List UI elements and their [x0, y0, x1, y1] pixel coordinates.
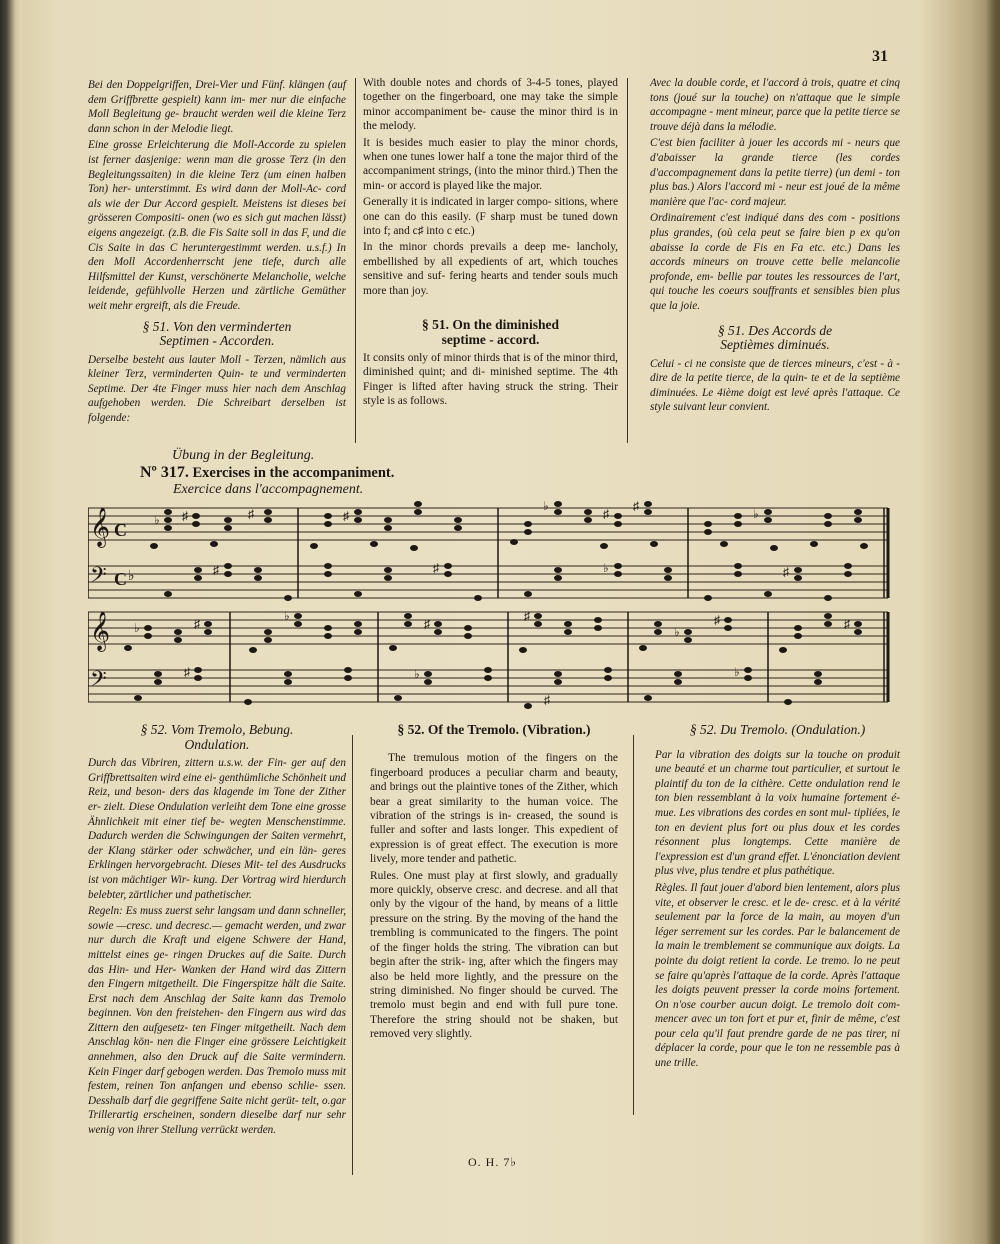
english-s52-rules: Rules. One must play at first slowly, and gradually more quickly, observe cresc. and decrese. and all that only by the vigour of the hand, by means of a little pressure on the string. By the moving of the hand the trembling is communicated to the fingers. The point of the finger holds the string. The vibration can but begin after the strik- ing, after which the fingers may also be held more lightly, and the pressure on the string diminished. No finger should be curved. The tremolo must begin and end with full pure tone. Therefore the string should not be shaken, but removed very slightly. [370, 869, 618, 1041]
bass-clef-icon: 𝄢 [90, 563, 107, 592]
french-s51-body: Celui - ci ne consiste que de tierces mineurs, c'est - à - dire de la petite tierce, de la quin- te et de la septième diminuées. Le 4ième doigt est levé après l'attaque. Ce style suivant leur convient. [650, 357, 900, 414]
french-intro-2: C'est bien faciliter à jouer les accords mi - neurs que d'abaisser la grande tierce (les cordes d'accompagnement dans la petite tierre) (un demi - ton plus bas.) Alors l'accord mi - neur est joué de la même manière que l'ac- cord majeur. [650, 137, 900, 208]
column-divider [355, 78, 356, 443]
german-s52-rules: Regeln: Es muss zuerst sehr langsam und dann schneller, sowie —cresc. und decresc.— gemacht werden, und zwar nur durch die Kraft und eigene Schwere der Hand, mittelst eines ge- ringen Druckes auf die Saite. Durch das Hin- und Her- Wanken der Hand wird das Zittern den Fingern mitgetheilt. Die Fingerspitze hält die Saite. Erst nach dem Anschlag der Saite kann das Tremolo beginnen. Von den freistehen- den Fingern aus wird das Zittern den aufgesetz- ten Finger mitgetheilt. Nach dem Anschlag kön- nen die Finger eine grössere Leichtigkeit annehmen, also den Druck auf die Saite vermindern. Kein Finger darf gebogen werden. Das Tremolo muss mit festem, reinen Ton anfangen und ebenso schlie- ssen. Desshalb darf die gegriffene Saite nicht gerüt- telt, o.gar Trillerartig erscheinen, sondern dieselbe darf nur sehr wenig von ihrer Stellung verrückt werden. [88, 905, 346, 1137]
french-s52-rules: Règles. Il faut jouer d'abord bien lentement, alors plus vite, et observer le cresc. et le de- cresc. et à la vérité seulement par la force de la main, au moyen d'un léger serrement sur les cordes. Par le balancement de la main le tremblement se communique aux doigts. La pointe du doigt retient la corde. Le tremo. lo ne peut se faire qu'après l'attaque de la corde. Après l'attaque les doigts peuvent presser la corde moins fortement. On n'ose courber aucun doigt. Le tremolo doit com- mencer avec un ton fort et pur et, finir de même, c'est pour cela qu'il faut prendre garde de ne pas tirer, ni déplacer la corde, pour que le ton ne ressemble pas à une trille. [655, 881, 900, 1070]
english-column-top [363, 76, 618, 411]
column-divider [627, 78, 628, 443]
english-s52-body: The tremulous motion of the fingers on the fingerboard produces a peculiar charm and beauty, and brings out the plaintive tones of the Zither, which bear a great similarity to the human voice. The vibration of the strings is in- creased, the sound is fuller and softer and lasts longer. This expedient of expression is of great effect. The execution is more lively, more tender and pathetic. [370, 752, 618, 866]
svg-text:♯: ♯ [213, 563, 219, 577]
svg-text:♭: ♭ [603, 561, 609, 575]
german-intro: Bei den Doppelgriffen, Drei-Vier und Fünf. klängen (auf dem Griffbrette gespielt) kann im- mer nur die einfache Moll Begleitung ge- braucht werden weil die kleine Terz dann schon in der Melodie liegt. [88, 79, 346, 135]
svg-text:♯: ♯ [184, 665, 190, 679]
time-signature-icon: C [114, 569, 127, 589]
german-column-bottom [88, 717, 346, 1140]
column-divider [352, 735, 353, 1175]
english-intro: With double notes and chords of 3-4-5 tones, played together on the fingerboard, one may take the simple minor accompaniment be- cause the minor third is in the melody. [363, 77, 618, 133]
accidentals-2 [134, 609, 850, 707]
music-system-1 [88, 500, 890, 610]
svg-text:♭: ♭ [414, 667, 420, 681]
german-s52-body: Durch das Vibriren, zittern u.s.w. der Fin- ger auf den Griffbrettsaiten wird eine ei- genthümliche Schönheit und Reiz, und beson- ders das klagende im Tone der Zither er- zielt. Diese Ondulation verleiht dem Tone eine grosse Ähnlichkeit mit einer tief be- wegten Menschenstimme. Dadurch werden die Schwingungen der Saiten vermehrt, der Klang stärker oder schwächer, und ein län- geres Erklingen hervorgebracht. Dieses Mit- tel des Ausdrucks ist von mächtiger Wir- kung. Der Vortrag wird hierdurch belebter, zärtlicher und pathetischer. [88, 757, 346, 901]
english-intro-4: In the minor chords prevails a deep me- lancholy, embellished by all expedients of art, which touches sensitive and suf- fering hearts and tender souls much more than joy. [363, 241, 618, 297]
svg-text:♯: ♯ [182, 509, 188, 523]
page-number: 31 [872, 48, 888, 65]
svg-text:♯: ♯ [343, 509, 349, 523]
svg-text:♯: ♯ [633, 500, 639, 513]
french-column-top [650, 76, 900, 417]
svg-text:♯: ♯ [248, 507, 254, 521]
svg-text:♯: ♯ [783, 565, 789, 579]
svg-text:♭: ♭ [154, 513, 160, 527]
svg-text:♭: ♭ [284, 609, 290, 623]
column-divider [633, 735, 634, 1115]
svg-text:♯: ♯ [424, 617, 430, 631]
german-s51-title-a: § 51. Von den verminderten [142, 318, 292, 334]
book-spine-edge [0, 0, 22, 1244]
english-column-bottom [370, 717, 618, 1044]
exercise-title [140, 448, 394, 498]
svg-text:♭: ♭ [674, 625, 680, 639]
svg-text:♯: ♯ [433, 561, 439, 575]
plate-number: O. H. 7♭ [468, 1155, 517, 1169]
french-s51-title-a: § 51. Des Accords de [717, 322, 833, 338]
time-signature-icon: C [114, 520, 127, 540]
english-s51-body: It consits only of minor thirds that is of the minor third, diminished quint; and di- minished septime. The 4th Finger is lifted after having struck the string. Their style is as follows. [363, 351, 618, 408]
english-s52-title: § 52. Of the Tremolo. (Vibration.) [397, 722, 591, 737]
french-intro: Avec la double corde, et l'accord à trois, quatre et cinq tons (joué sur la touche) on n'attaque que le simple accompagne - ment mineur, parce que la petite tierce se trouve déjà dans la mélodie. [650, 77, 900, 133]
flat-icon: ♭ [128, 569, 135, 584]
svg-text:♭: ♭ [753, 507, 759, 521]
chord-notes-2 [124, 613, 862, 709]
treble-clef-icon: 𝄞 [90, 509, 111, 546]
svg-text:♯: ♯ [544, 693, 550, 707]
svg-text:♭: ♭ [734, 665, 740, 679]
exercise-title-english-line [140, 464, 394, 482]
french-s52-body: Par la vibration des doigts sur la touche on produit une beauté et un charme tout particulier, et surtout le plaintif du ton de la cithère. Cette ondulation rend le ton bien ressemblant à la voix humaine fortement é- mue. Les vibrations des cordes en sont mul- tipliées, le ton en devient plus fort ou plus doux et les cordes résonnent plus longtemps. Cette manière de l'expression est d'un grand effet. L'énonciation devient plus vive, plus tendre et plus pathétique. [655, 748, 900, 878]
french-intro-3: Ordinairement c'est indiqué dans des com - positions plus grandes, (où cela peut se faire bien p ex qu'on abaisse la corde de Fis en Fa etc. etc.) Dans les accords mineurs on trouve cette belle melancolie profonde, em- bellie par toutes les ressources de l'art, qui touche les coeurs souffrants et sensibles bien plus que la joie. [650, 212, 900, 312]
english-intro-3: Generally it is indicated in larger compo- sitions, where one can do this easily. (F sharp must be tuned down into f; and c♯ into c etc.) [363, 196, 618, 238]
exercise-title-french: Exercice dans l'accompagnement. [173, 482, 364, 497]
music-system-2 [88, 604, 890, 714]
english-s51-title-a: § 51. On the diminished [422, 317, 559, 333]
svg-text:♯: ♯ [844, 617, 850, 631]
svg-text:♯: ♯ [603, 507, 609, 521]
french-column-bottom [655, 717, 900, 1073]
exercise-title-english: Exercises in the accompaniment. [192, 465, 395, 481]
svg-text:♯: ♯ [194, 617, 200, 631]
exercise-title-german: Übung in der Begleitung. [172, 448, 315, 463]
svg-text:♭: ♭ [543, 500, 549, 513]
svg-text:♯: ♯ [714, 613, 720, 627]
french-s51-title-b: Septièmes diminués. [720, 337, 830, 353]
german-s52-title-a: § 52. Vom Tremolo, Bebung. [140, 722, 294, 737]
page-edge-shadow [986, 0, 1000, 1244]
german-s51-body: Derselbe besteht aus lauter Moll - Terzen, nämlich aus kleiner Terz, verminderten Quin- te und verminderten Septime. Der 4te Finger muss hier nach dem Anschlag aufgehoben werden. Die Schreibart derselben ist folgende: [88, 353, 346, 425]
german-column-top [88, 78, 346, 428]
exercise-number: Nº 317. [140, 464, 189, 481]
german-s52-title-b: Ondulation. [184, 736, 250, 752]
treble-clef-icon: 𝄞 [90, 613, 111, 650]
english-s51-title-b: septime - accord. [441, 331, 540, 347]
german-intro-2: Eine grosse Erleichterung die Moll-Accorde zu spielen ist ferner dasjenige: wenn man die grosse Terz (in den Begleitungssaiten) in die kleine Terz (um einen halben Ton) her- unterstimmt. Es wird dann der Moll-Ac- cord als wie der Dur Accord gespielt. Meistens ist dieses bei grösseren Compositi- onen (wo es sich gut machen lässt) eigens angezeigt. (z.B. die Fis Saite soll in das F, und die Cis Saite in das C heruntergestimmt werden. u.s.f.) In den Moll Accordenherrscht jene tiefe, durch alle Hilfsmittel der Kunst, verschönerte Melancholie, welche leidende, gefühlvolle Herzen und zärtliche Gemüther weit mehr ergreift, als die Freude. [88, 139, 346, 312]
french-s52-title: § 52. Du Tremolo. (Ondulation.) [689, 722, 866, 737]
svg-text:♭: ♭ [134, 621, 140, 635]
english-intro-2: It is besides much easier to play the minor chords, when one tunes lower half a tone the major third of the accompaniment strings, (into the minor third.) Then the min- or accord is played like the major. [363, 136, 618, 192]
bass-clef-icon: 𝄢 [90, 667, 107, 696]
svg-text:♯: ♯ [524, 609, 530, 623]
german-s51-title-b: Septimen - Accorden. [159, 333, 275, 349]
